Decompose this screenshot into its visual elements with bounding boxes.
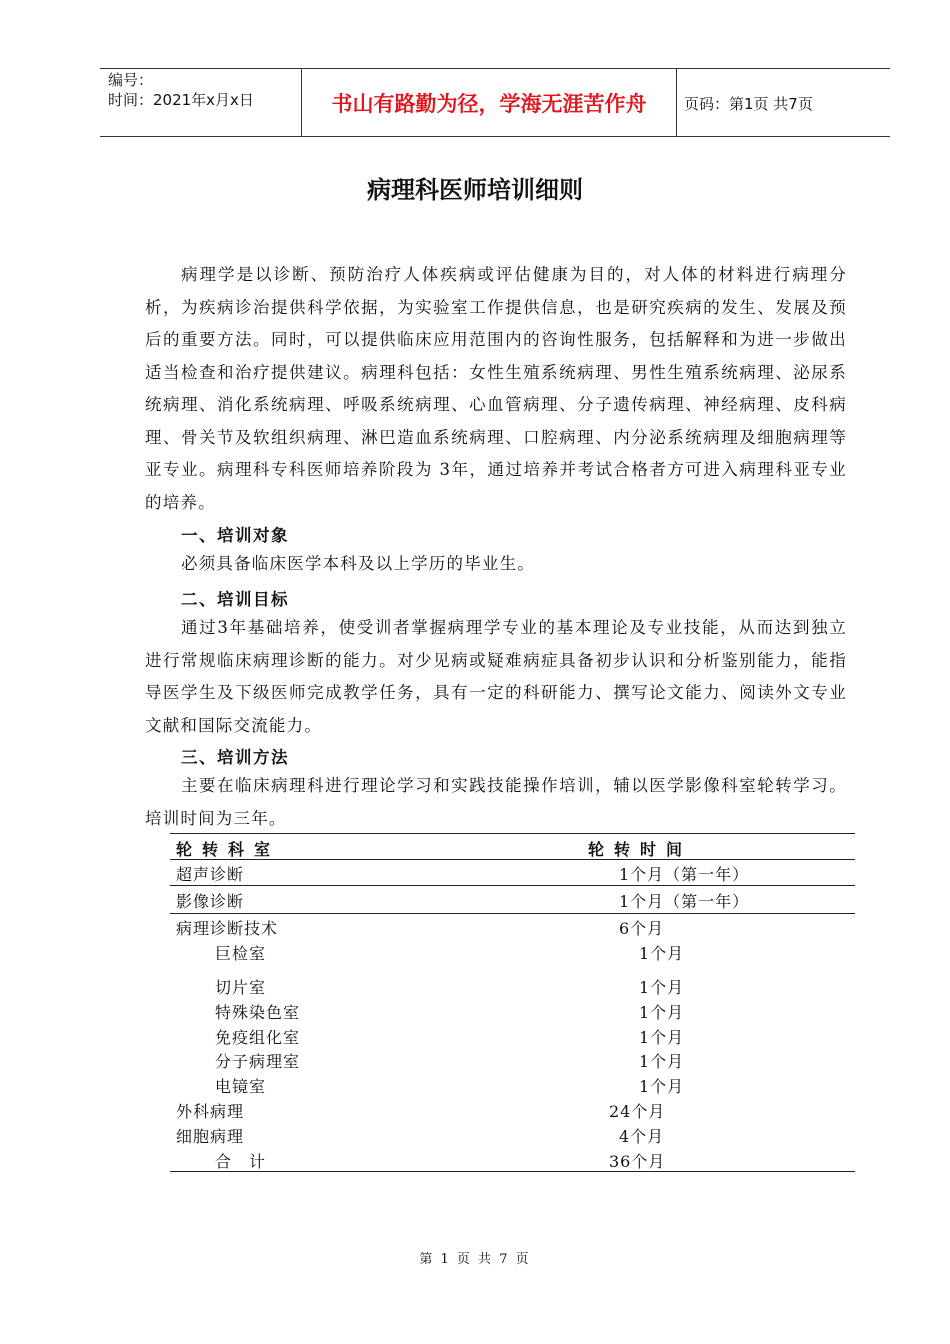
table-row-time: 1个月: [639, 1052, 685, 1071]
section-text-goals: 通过3年基础培养，使受训者掌握病理学专业的基本理论及专业技能，从而达到独立进行常规临床病理诊断的能力。对少见病或疑难病症具备初步认识和分析鉴别能力，能指导医学生及下级医师完成教学任务，具有一定的科研能力、撰写论文能力、阅读外文专业文献和国际交流能力。: [145, 618, 847, 735]
header-meta: [100, 69, 300, 136]
table-row-rule: [170, 885, 855, 886]
section-heading-methods: 三、培训方法: [181, 748, 289, 767]
table-row-time: 1个月（第一年）: [619, 892, 750, 911]
table-row-dept: 切片室: [215, 978, 267, 997]
table-row-time: 1个月: [639, 1003, 685, 1022]
table-row-time: 24个月: [609, 1102, 666, 1121]
table-row-dept: 超声诊断: [176, 865, 245, 884]
table-row-dept: 分子病理室: [215, 1052, 301, 1071]
table-top-rule: [170, 833, 855, 834]
header-slogan: 书山有路勤为径，学海无涯苦作舟: [301, 69, 677, 136]
table-row-rule: [170, 913, 855, 914]
table-row-time: 6个月: [619, 919, 665, 938]
table-row-dept: 病理诊断技术: [176, 919, 279, 938]
table-bottom-rule: [170, 1171, 855, 1172]
document-date: 时间：2021年x月x日: [108, 91, 254, 109]
section-heading-trainees: 一、培训对象: [181, 526, 289, 545]
document-number-label: 编号：: [108, 71, 154, 89]
header-page-info: 页码：第1页 共7页: [684, 95, 813, 113]
table-row-time: 1个月: [639, 1028, 685, 1047]
table-header-duration: 轮转时间: [588, 840, 693, 859]
table-row-time: 1个月: [639, 944, 685, 963]
document-title: 病理科医师培训细则: [367, 176, 583, 204]
table-total-label: 合 计: [215, 1152, 267, 1171]
table-row-dept: 免疫组化室: [215, 1028, 301, 1047]
table-row-dept: 电镜室: [215, 1077, 267, 1096]
table-row-time: 4个月: [619, 1127, 665, 1146]
table-row-dept: 外科病理: [176, 1102, 245, 1121]
page-header: [100, 68, 890, 137]
table-header-rule: [170, 859, 855, 860]
page-footer: 第 1 页 共 7 页: [419, 1252, 531, 1267]
table-row-dept: 巨检室: [215, 944, 267, 963]
table-row-dept: 细胞病理: [176, 1127, 245, 1146]
table-row-time: 1个月（第一年）: [619, 865, 750, 884]
table-total-value: 36个月: [609, 1152, 666, 1171]
table-row-time: 1个月: [639, 1077, 685, 1096]
table-row-dept: 影像诊断: [176, 892, 245, 911]
section-heading-goals: 二、培训目标: [181, 590, 289, 609]
section-text-methods: 主要在临床病理科进行理论学习和实践技能操作培训，辅以医学影像科室轮转学习。培训时间为三年。: [145, 776, 847, 828]
intro-paragraph: 病理学是以诊断、预防治疗人体疾病或评估健康为目的，对人体的材料进行病理分析，为疾病诊治提供科学依据，为实验室工作提供信息，也是研究疾病的发生、发展及预后的重要方法。同时，可以提供临床应用范围内的咨询性服务，包括解释和为进一步做出适当检查和治疗提供建议。病理科包括：女性生殖系统病理、男性生殖系统病理、泌尿系统病理、消化系统病理、呼吸系统病理、心血管病理、分子遗传病理、神经病理、皮科病理、骨关节及软组织病理、淋巴造血系统病理、口腔病理、内分泌系统病理及细胞病理等亚专业。病理科专科医师培养阶段为 3年，通过培养并考试合格者方可进入病理科亚专业的培养。: [145, 265, 847, 512]
table-row-dept: 特殊染色室: [215, 1003, 301, 1022]
section-text-trainees: 必须具备临床医学本科及以上学历的毕业生。: [181, 554, 535, 573]
table-header-department: 轮转科室: [176, 840, 281, 859]
table-row-time: 1个月: [639, 978, 685, 997]
